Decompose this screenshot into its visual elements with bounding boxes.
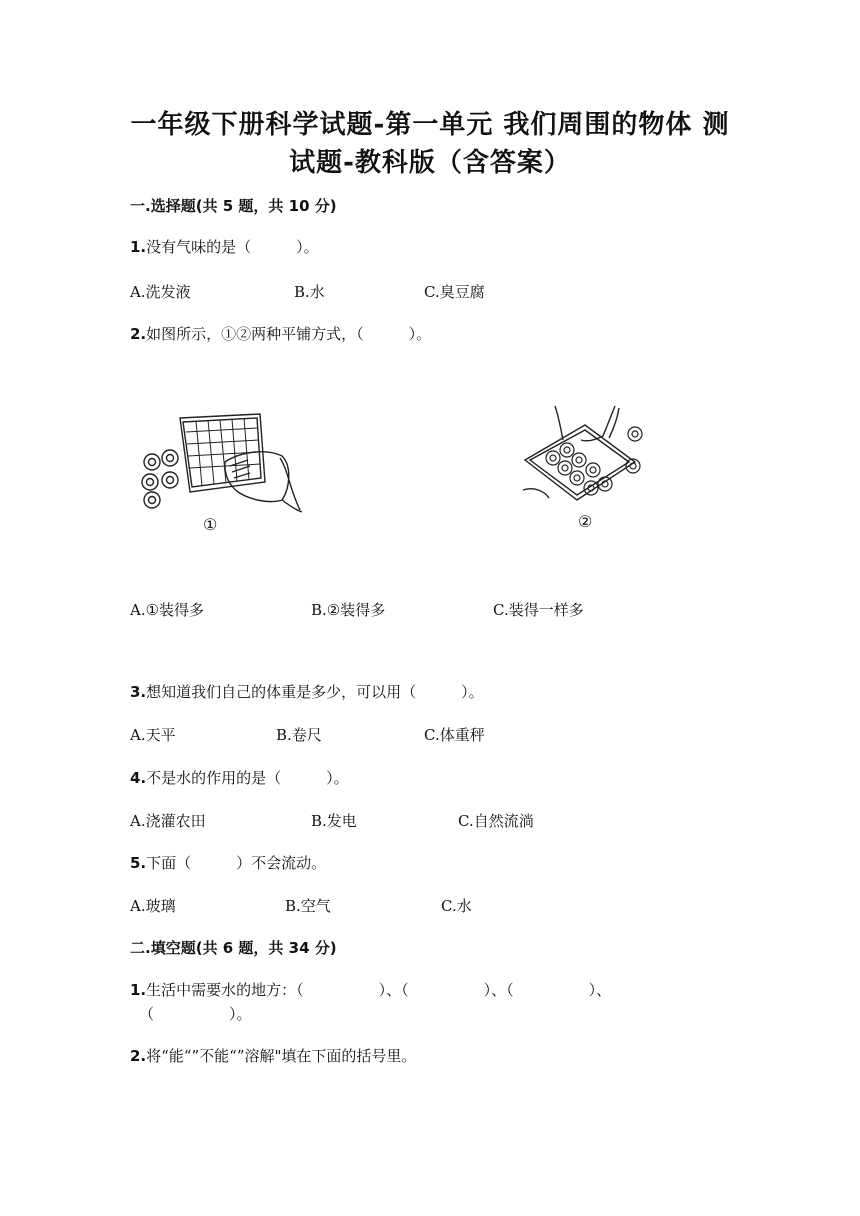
fill-question-2 (130, 1045, 416, 1066)
question-text: 不是水的作用的是（ ）。 (146, 769, 349, 787)
question-5 (130, 852, 326, 873)
option-c: C.臭豆腐 (424, 283, 485, 301)
option-a: A.浇灌农田 (130, 812, 206, 830)
question-number: 1. (130, 238, 147, 256)
section-heading-choice: 一.选择题(共 5 题，共 10 分) (130, 197, 337, 215)
figure-2-label: ② (578, 512, 593, 531)
option-c: C.体重秤 (424, 726, 485, 744)
question-number: 3. (130, 683, 147, 701)
option-c: C.装得一样多 (493, 601, 584, 619)
option-c: C.水 (441, 897, 472, 915)
figure-1-label: ① (203, 515, 218, 534)
fill-question-1 (130, 979, 611, 1000)
option-a: A.天平 (130, 726, 176, 744)
question-2 (130, 323, 431, 344)
question-text: 想知道我们自己的体重是多少，可以用（ ）。 (146, 683, 484, 701)
question-text: 将“能“”不能“”溶解"填在下面的括号里。 (146, 1047, 417, 1065)
option-b: B.发电 (311, 812, 357, 830)
option-b: B.卷尺 (276, 726, 322, 744)
question-text: 生活中需要水的地方：（ ）、（ ）、（ ）、 (146, 981, 612, 999)
question-number: 2. (130, 1047, 147, 1065)
option-a: A.玻璃 (130, 897, 176, 915)
question-1 (130, 236, 319, 257)
question-text: 如图所示，①②两种平铺方式，（ ）。 (146, 325, 432, 343)
question-number: 1. (130, 981, 147, 999)
question-4 (130, 767, 349, 788)
option-b: B.水 (294, 283, 325, 301)
figure-1-tray-illustration (130, 400, 310, 545)
option-b: B.②装得多 (311, 601, 386, 619)
question-text: 没有气味的是（ ）。 (146, 238, 319, 256)
question-number: 4. (130, 769, 147, 787)
fill-question-1-continued: （ ）。 (139, 1005, 252, 1023)
option-c: C.自然流淌 (458, 812, 534, 830)
option-b: B.空气 (285, 897, 331, 915)
question-number: 2. (130, 325, 147, 343)
figure-2-tray-illustration (515, 400, 665, 515)
question-3 (130, 681, 484, 702)
section-heading-fill: 二.填空题(共 6 题，共 34 分) (130, 939, 337, 957)
option-a: A.洗发液 (130, 283, 191, 301)
option-a: A.①装得多 (130, 601, 205, 619)
question-number: 5. (130, 854, 147, 872)
page-title-line2: 试题-教科版（含答案） (289, 148, 571, 178)
page-title-line1: 一年级下册科学试题-第一单元 我们周围的物体 测 (130, 110, 730, 140)
question-text: 下面（ ）不会流动。 (146, 854, 327, 872)
